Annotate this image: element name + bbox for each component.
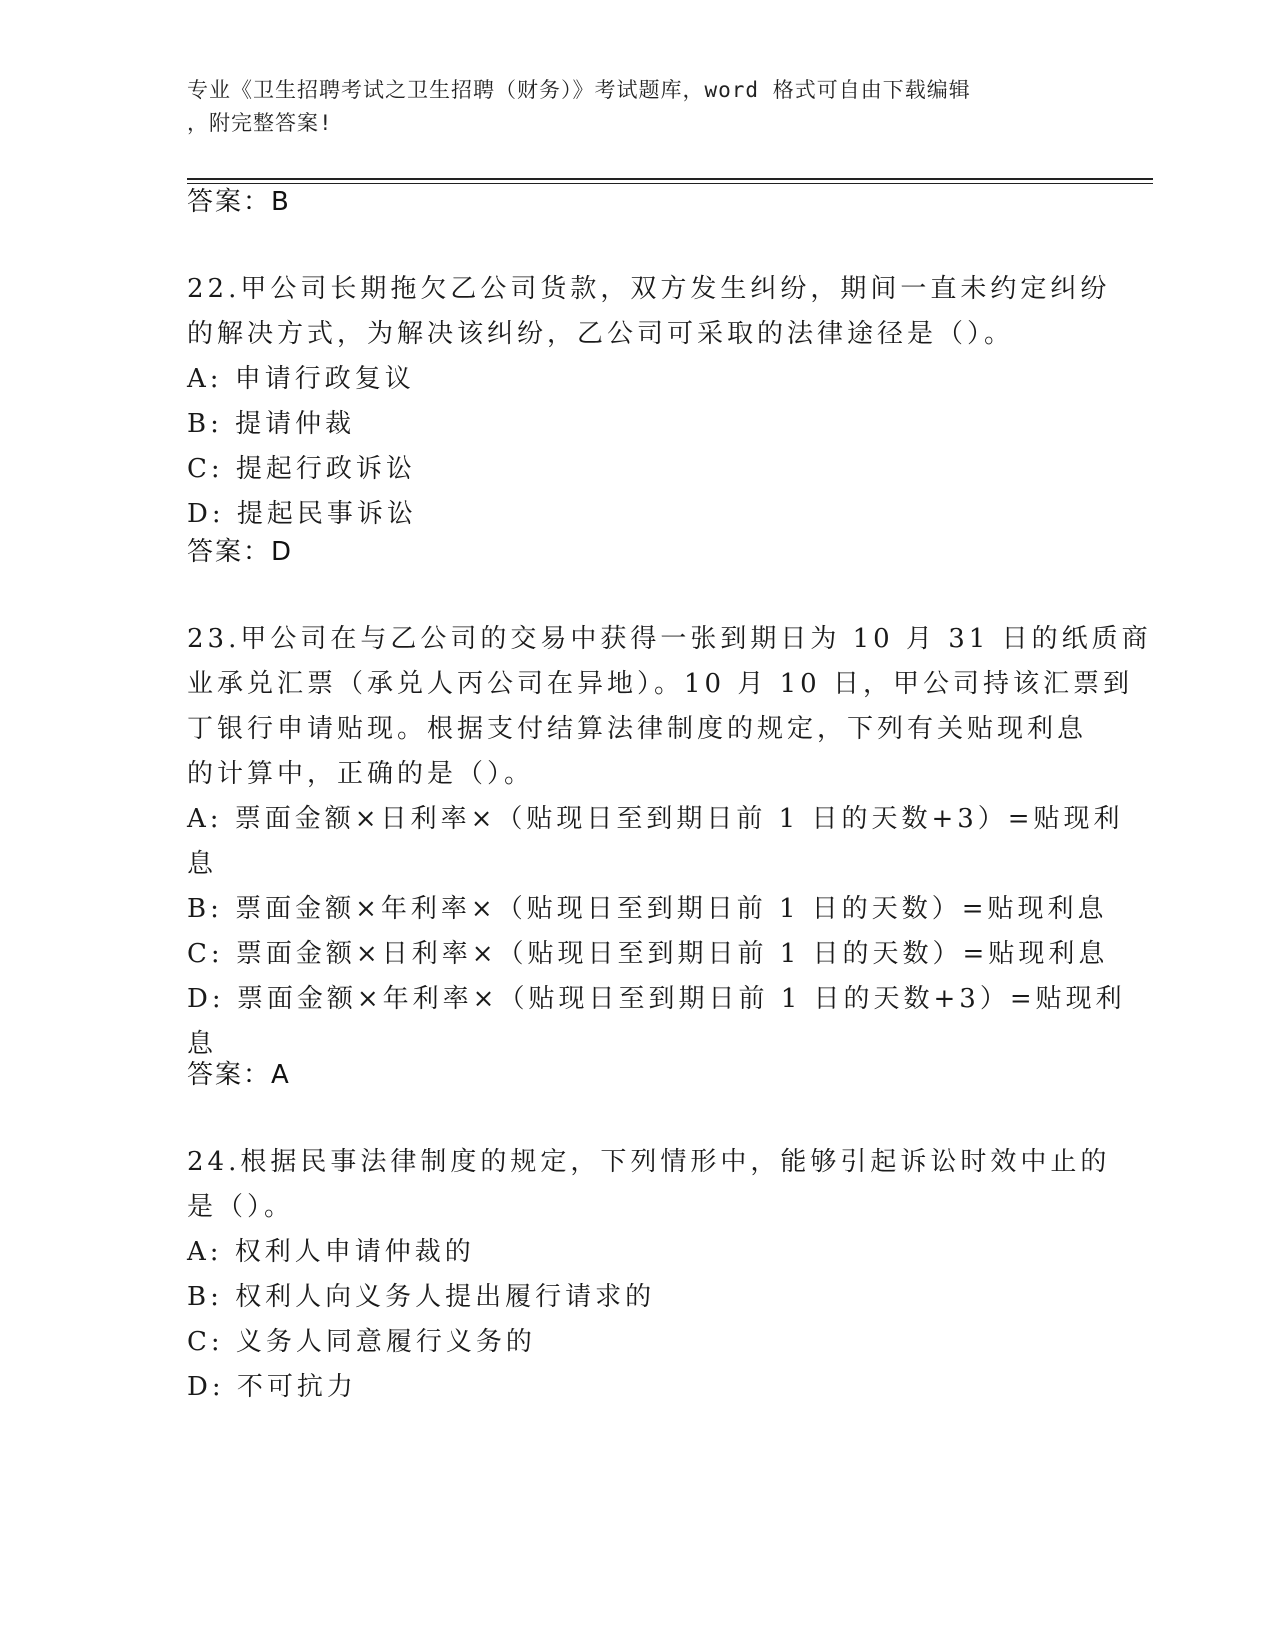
question-24: [187, 1140, 1111, 1410]
question-24-text-line-2: 是（）。: [187, 1192, 295, 1222]
question-23-option-a-line-2: 息: [187, 849, 218, 879]
question-23-text-line-4: 的计算中，正确的是（）。: [187, 759, 535, 789]
question-22-option-b: B: 提请仲裁: [187, 409, 356, 439]
question-23-option-a-line-1: A: 票面金额×日利率×（贴现日至到期日前 1 日的天数+3）=贴现利: [187, 804, 1124, 834]
question-22-text-line-1: 22.甲公司长期拖欠乙公司货款，双方发生纠纷，期间一直未约定纠纷: [187, 274, 1111, 304]
question-24-option-a: A: 权利人申请仲裁的: [187, 1237, 475, 1267]
question-23-option-c: C: 票面金额×日利率×（贴现日至到期日前 1 日的天数）=贴现利息: [187, 939, 1109, 969]
previous-answer: 答案：B: [187, 187, 291, 217]
question-23-option-b: B: 票面金额×年利率×（贴现日至到期日前 1 日的天数）=贴现利息: [187, 894, 1108, 924]
header-divider-thick: [187, 178, 1153, 180]
question-24-option-c: C: 义务人同意履行义务的: [187, 1327, 536, 1357]
question-22-option-a: A: 申请行政复议: [187, 364, 415, 394]
question-24-option-d: D: 不可抗力: [187, 1372, 357, 1402]
question-23-text-line-1: 23.甲公司在与乙公司的交易中获得一张到期日为 10 月 31 日的纸质商: [187, 624, 1152, 654]
question-24-option-b: B: 权利人向义务人提出履行请求的: [187, 1282, 656, 1312]
question-23-text-line-2: 业承兑汇票（承兑人丙公司在异地）。10 月 10 日，甲公司持该汇票到: [187, 669, 1133, 699]
question-23-option-d-line-2: 息: [187, 1029, 218, 1059]
question-23-text-line-3: 丁银行申请贴现。根据支付结算法律制度的规定，下列有关贴现利息: [187, 714, 1088, 744]
question-24-text-line-1: 24.根据民事法律制度的规定，下列情形中，能够引起诉讼时效中止的: [187, 1147, 1111, 1177]
question-23: [187, 617, 1152, 1067]
question-22-option-d: D: 提起民事诉讼: [187, 499, 417, 529]
question-22: [187, 267, 1111, 537]
question-22-text-line-2: 的解决方式，为解决该纠纷，乙公司可采取的法律途径是（）。: [187, 319, 1015, 349]
question-22-option-c: C: 提起行政诉讼: [187, 454, 416, 484]
header-line-2: ，附完整答案!: [187, 111, 333, 135]
header-line-1: 专业《卫生招聘考试之卫生招聘（财务）》考试题库，word 格式可自由下载编辑: [187, 78, 971, 102]
header-divider-thin: [187, 183, 1153, 184]
question-23-answer: 答案：A: [187, 1060, 291, 1090]
question-22-answer: 答案：D: [187, 537, 294, 567]
page-header: [187, 74, 1067, 140]
question-23-option-d-line-1: D: 票面金额×年利率×（贴现日至到期日前 1 日的天数+3）=贴现利: [187, 984, 1126, 1014]
